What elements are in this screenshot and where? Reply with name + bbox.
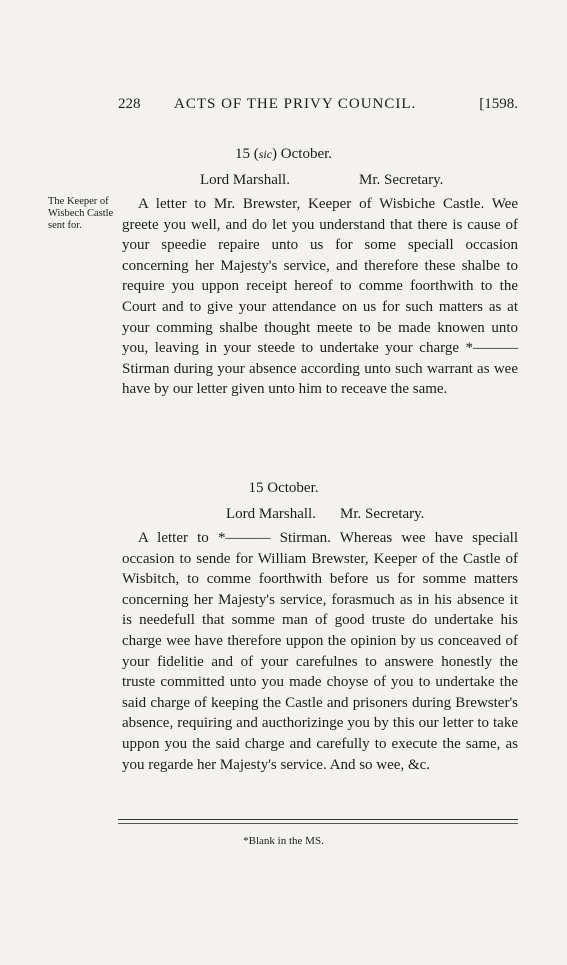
entry-1-attendee-2: Mr. Secretary. [359,172,444,188]
entry-1-attendee-1: Lord Marshall. [200,172,290,188]
entry-2-attendee-2: Mr. Secretary. [340,506,425,522]
footnote: *Blank in the MS. [243,835,324,847]
margin-note: The Keeper of Wisbech Castle sent for. [48,196,114,231]
page-number: 228 [118,96,141,112]
footnote-rule-thin [118,823,518,824]
entry-1-text: A letter to Mr. Brewster, Keeper of Wisbiche Castle. Wee greete you well, and do let you understand that there is cause of your speedie repaire unto us for some speciall occasion concerning her Majesty's service, and therefore these shalbe to require you uppon receipt hereof to comme foorthwith to the Court and to give your attendance on us for such matters as at your comming shalbe thought meete to be made knowen unto you, leaving in your steede to undertake your charge *——— Stirman during your absence according unto such warrant as wee have by our letter given unto him to receave the same. [122,196,518,398]
entry-2-date: 15 October. [248,480,319,496]
running-header [118,96,518,120]
year: [1598. [479,96,518,112]
entry-2-attendee-1: Lord Marshall. [226,506,316,522]
footnote-rule [118,819,518,820]
entry-1-date: 15 (sic) October. [234,146,333,162]
running-title: ACTS OF THE PRIVY COUNCIL. [174,96,417,112]
entry-2-text: A letter to *——— Stirman. Whereas wee have speciall occasion to sende for William Brewster, Keeper of the Castle of Wisbitch, to comme foorthwith before us for somme matters concerning her Majesty's service, forasmuch as in his absence it is needefull that somme man of good truste do undertake his charge wee have therefore uppon the opinion by us conceaved of your fidelitie and of your carefulnes to answere honestly the truste committed unto you made choyse of you to undertake the said charge of keeping the Castle and prisoners during Brewster's absence, requiring and aucthorizinge you by this our letter to take uppon you the said charge and carefully to execute the same, as you regarde her Majesty's service. And so wee, &c. [122,530,518,773]
